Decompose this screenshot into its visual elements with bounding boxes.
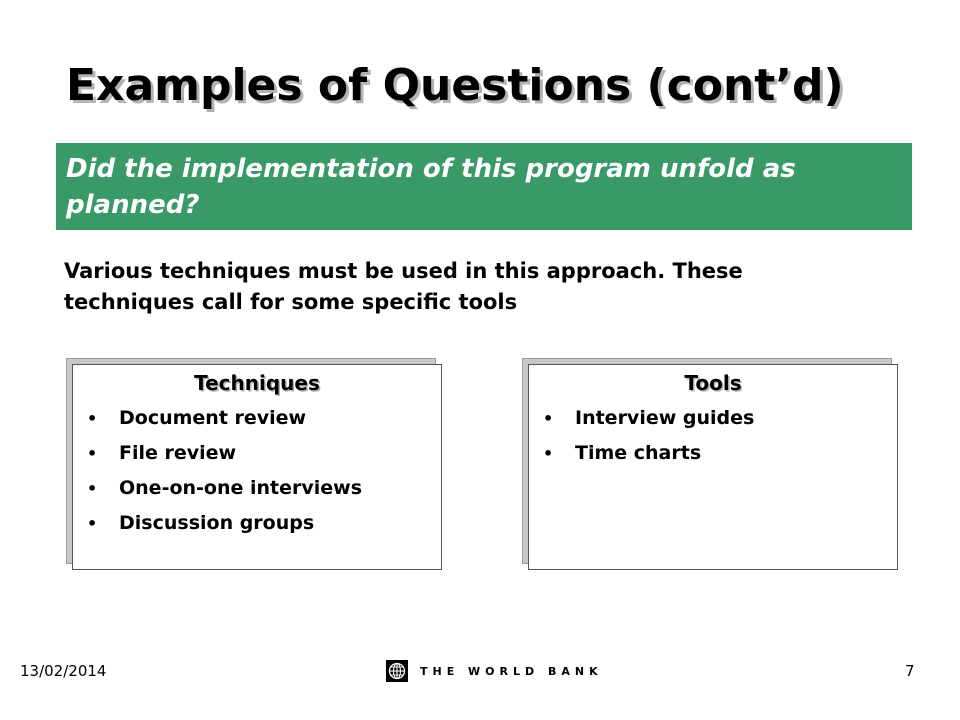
list-item [529,436,897,471]
list-item-label: Interview guides [575,407,755,429]
slide-title: Examples of Questions (cont’d) [66,60,844,111]
list-item-label: Document review [119,407,307,429]
bullet-dot-icon: • [87,514,98,533]
list-item-label: One-on-one interviews [119,477,363,499]
tools-panel-body [528,364,898,570]
page-number: 7 [905,662,915,680]
techniques-heading: Techniques [194,371,320,395]
world-bank-globe-icon [386,660,408,682]
bullet-dot-icon: • [543,409,554,428]
list-item-label: File review [119,442,237,464]
bullet-dot-icon: • [543,444,554,463]
list-item [73,436,441,471]
tools-heading: Tools [684,371,742,395]
list-item [73,471,441,506]
bullet-dot-icon: • [87,444,98,463]
logo-text: THE WORLD BANK [420,664,603,678]
footer-date: 13/02/2014 [20,662,107,680]
intro-text: Various techniques must be used in this approach. These techniques call for some specific tools [64,259,743,314]
tools-panel [522,358,898,570]
bullet-dot-icon: • [87,479,98,498]
world-bank-logo [386,660,603,682]
bullet-dot-icon: • [87,409,98,428]
list-item [73,506,441,541]
techniques-panel [66,358,442,570]
question-text: Did the implementation of this program unfold as planned? [66,154,796,220]
tools-list [529,401,897,471]
list-item-label: Time charts [575,442,702,464]
question-banner [56,143,912,230]
list-item [529,401,897,436]
techniques-list [73,401,441,541]
list-item-label: Discussion groups [119,512,315,534]
list-item [73,401,441,436]
techniques-panel-body [72,364,442,570]
